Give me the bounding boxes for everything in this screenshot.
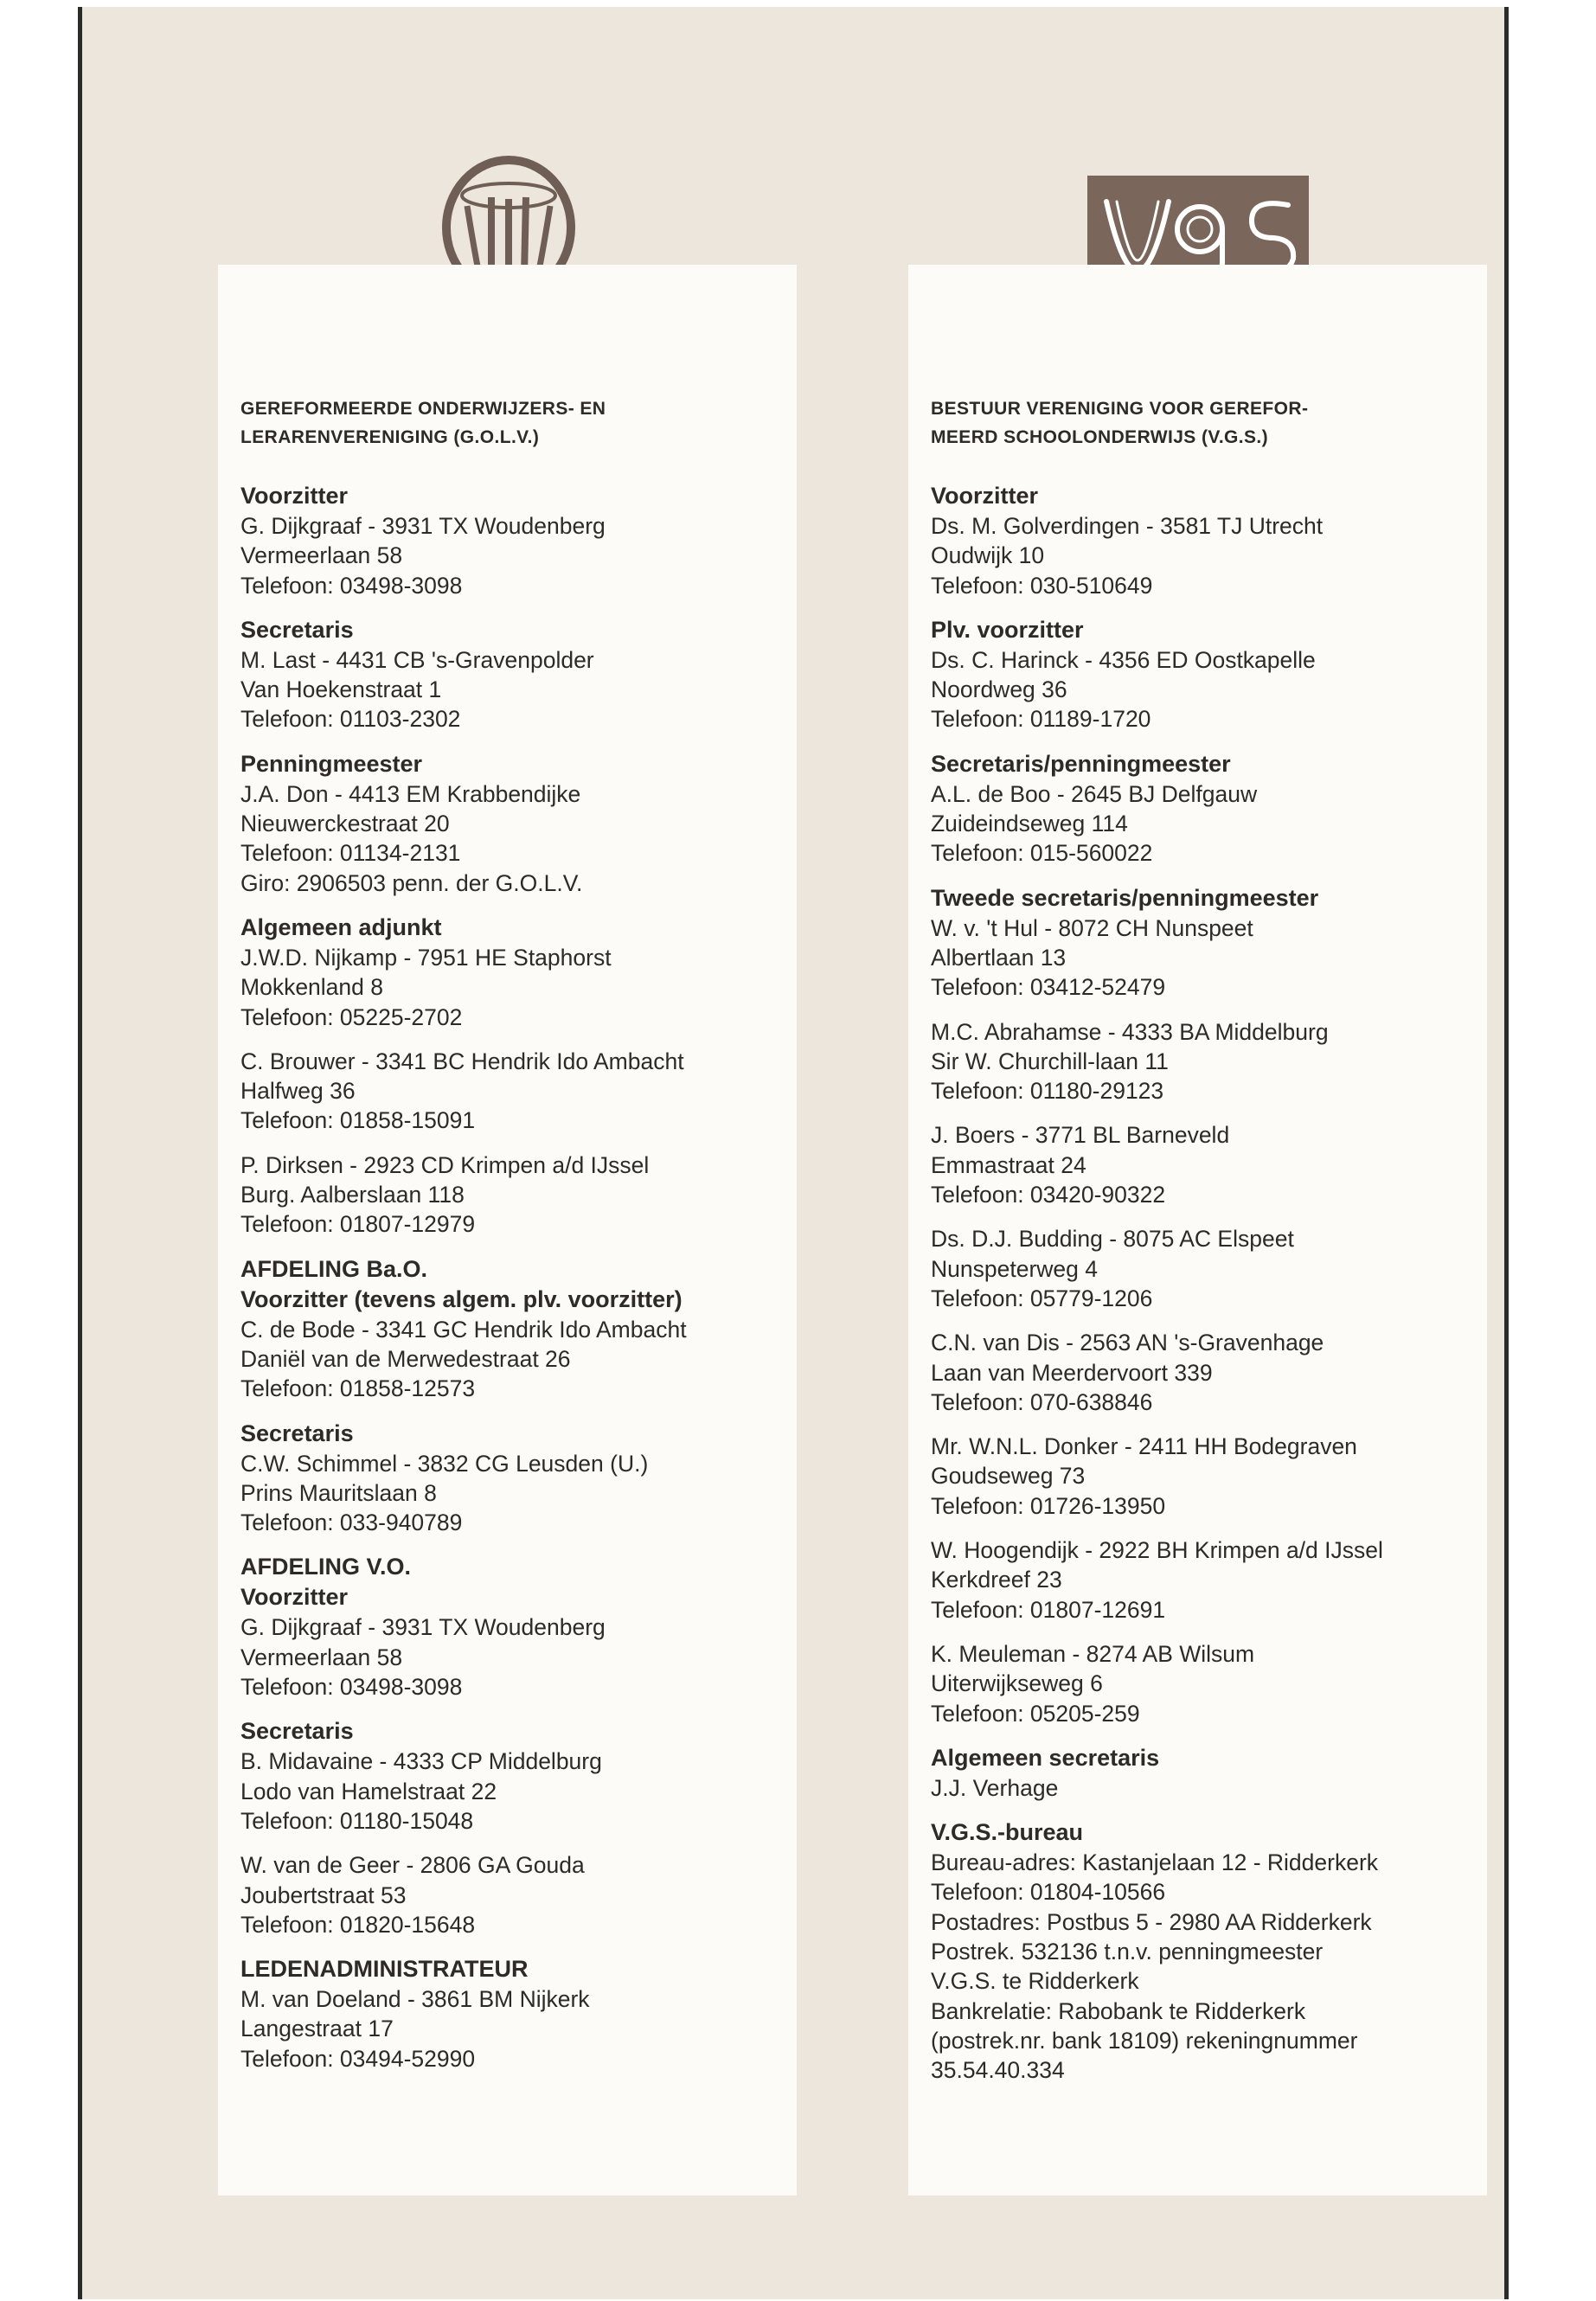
contact-block	[931, 1639, 1468, 1728]
address-line: Postadres: Postbus 5 - 2980 AA Ridderkerk	[931, 1908, 1372, 1935]
address-line: Sir W. Churchill-laan 11	[931, 1048, 1169, 1074]
address-line: Telefoon: 01103-2302	[240, 706, 461, 733]
block-heading: AFDELING Ba.O.	[240, 1255, 428, 1282]
address-line: C.N. van Dis - 2563 AN 's-Gravenhage	[931, 1330, 1324, 1356]
address-line: Halfweg 36	[240, 1078, 356, 1105]
address-line: Noordweg 36	[931, 676, 1067, 703]
address-line: J.W.D. Nijkamp - 7951 HE Staphorst	[240, 944, 612, 971]
address-line: M.C. Abrahamse - 4333 BA Middelburg	[931, 1018, 1329, 1045]
contact-block	[931, 1224, 1468, 1313]
address-line: Vermeerlaan 58	[240, 542, 403, 569]
contact-block	[240, 1552, 778, 1702]
contact-block	[240, 1954, 778, 2073]
address-line: Ds. M. Golverdingen - 3581 TJ Utrecht	[931, 513, 1324, 539]
address-line: M. van Doeland - 3861 BM Nijkerk	[240, 1986, 590, 2013]
address-line: Telefoon: 01180-29123	[931, 1078, 1164, 1105]
block-heading: Voorzitter	[931, 483, 1039, 509]
address-line: Telefoon: 05779-1206	[931, 1285, 1153, 1311]
address-line: Nunspeterweg 4	[931, 1255, 1098, 1282]
address-line: Telefoon: 01189-1720	[931, 706, 1151, 733]
address-line: Telefoon: 01134-2131	[240, 840, 461, 867]
block-heading: Secretaris/penningmeester	[931, 750, 1231, 777]
address-line: Giro: 2906503 penn. der G.O.L.V.	[240, 869, 583, 896]
address-line: M. Last - 4431 CB 's-Gravenpolder	[240, 646, 594, 673]
address-line: Telefoon: 01820-15648	[240, 1911, 476, 1938]
address-line: V.G.S. te Ridderkerk	[931, 1968, 1139, 1995]
contact-block	[240, 749, 778, 898]
address-line: Van Hoekenstraat 1	[240, 676, 442, 703]
contact-block	[931, 749, 1468, 868]
address-line: W. v. 't Hul - 8072 CH Nunspeet	[931, 914, 1253, 941]
golv-block-list	[240, 481, 778, 2073]
address-line: Postrek. 532136 t.n.v. penningmeester	[931, 1938, 1324, 1965]
address-line: Mokkenland 8	[240, 974, 383, 1001]
page-sheet	[78, 7, 1509, 2299]
address-line: Telefoon: 03494-52990	[240, 2045, 476, 2072]
address-line: Goudseweg 73	[931, 1463, 1086, 1490]
contact-block	[931, 615, 1468, 734]
contact-block	[931, 481, 1468, 600]
address-line: 35.54.40.334	[931, 2057, 1065, 2084]
block-heading: Tweede secretaris/penningmeester	[931, 884, 1319, 911]
block-heading: Voorzitter	[240, 1584, 349, 1611]
contact-block	[240, 615, 778, 734]
address-line: P. Dirksen - 2923 CD Krimpen a/d IJssel	[240, 1151, 650, 1178]
address-line: (postrek.nr. bank 18109) rekeningnummer	[931, 2027, 1358, 2054]
vgs-panel	[908, 265, 1487, 2195]
block-heading: Penningmeester	[240, 750, 423, 777]
address-line: Burg. Aalberslaan 118	[240, 1182, 465, 1208]
address-line: Telefoon: 01807-12691	[931, 1596, 1166, 1623]
contact-block	[931, 883, 1468, 1003]
block-heading: Algemeen adjunkt	[240, 913, 442, 940]
address-line: Ds. C. Harinck - 4356 ED Oostkapelle	[931, 646, 1316, 673]
address-line: Langestraat 17	[240, 2016, 394, 2042]
contact-block	[240, 1047, 778, 1136]
address-line: Telefoon: 01807-12979	[240, 1211, 476, 1238]
address-line: Telefoon: 015-560022	[931, 840, 1153, 867]
address-line: W. Hoogendijk - 2922 BH Krimpen a/d IJssel	[931, 1537, 1383, 1564]
address-line: C. de Bode - 3341 GC Hendrik Ido Ambacht	[240, 1316, 687, 1343]
address-line: Zuideindseweg 114	[931, 811, 1128, 837]
address-line: Telefoon: 01180-15048	[240, 1807, 474, 1834]
block-heading: Secretaris	[240, 616, 354, 643]
contact-block	[931, 1743, 1468, 1803]
address-line: G. Dijkgraaf - 3931 TX Woudenberg	[240, 1614, 606, 1641]
address-line: Daniël van de Merwedestraat 26	[240, 1345, 571, 1372]
block-heading: Algemeen secretaris	[931, 1744, 1160, 1771]
address-line: Telefoon: 01804-10566	[931, 1879, 1166, 1906]
address-line: C.W. Schimmel - 3832 CG Leusden (U.)	[240, 1450, 649, 1477]
address-line: Ds. D.J. Budding - 8075 AC Elspeet	[931, 1226, 1294, 1253]
vgs-org-title: BESTUUR VERENIGING VOOR GEREFOR- MEERD SCHOOLONDERWIJS (V.G.S.)	[931, 399, 1309, 447]
contact-block	[240, 1254, 778, 1404]
address-line: Kerkdreef 23	[931, 1567, 1062, 1593]
block-heading: LEDENADMINISTRATEUR	[240, 1956, 529, 1983]
address-line: Nieuwerckestraat 20	[240, 811, 450, 837]
address-line: Telefoon: 070-638846	[931, 1388, 1153, 1415]
contact-block	[931, 1328, 1468, 1417]
golv-panel	[218, 265, 797, 2195]
address-line: Telefoon: 01726-13950	[931, 1492, 1166, 1519]
address-line: Bankrelatie: Rabobank te Ridderkerk	[931, 1997, 1306, 2024]
block-heading: Voorzitter (tevens algem. plv. voorzitter)	[240, 1285, 683, 1312]
contact-block	[931, 1120, 1468, 1209]
address-line: Vermeerlaan 58	[240, 1644, 403, 1670]
address-line: Bureau-adres: Kastanjelaan 12 - Ridderkerk	[931, 1849, 1379, 1876]
contact-block	[240, 1150, 778, 1240]
address-line: C. Brouwer - 3341 BC Hendrik Ido Ambacht	[240, 1048, 684, 1074]
contact-block	[240, 913, 778, 1032]
contact-block	[931, 1817, 1468, 2085]
address-line: Telefoon: 05225-2702	[240, 1003, 463, 1030]
address-line: Telefoon: 03412-52479	[931, 974, 1166, 1001]
address-line: A.L. de Boo - 2645 BJ Delfgauw	[931, 780, 1258, 807]
address-line: Lodo van Hamelstraat 22	[240, 1778, 497, 1804]
address-line: Emmastraat 24	[931, 1151, 1086, 1178]
block-heading: V.G.S.-bureau	[931, 1819, 1084, 1846]
address-line: Albertlaan 13	[931, 944, 1067, 971]
address-line: J. Boers - 3771 BL Barneveld	[931, 1122, 1230, 1149]
address-line: Telefoon: 03498-3098	[240, 572, 463, 599]
address-line: Prins Mauritslaan 8	[240, 1479, 437, 1506]
block-heading: AFDELING V.O.	[240, 1554, 412, 1580]
address-line: Telefoon: 01858-15091	[240, 1107, 476, 1134]
address-line: K. Meuleman - 8274 AB Wilsum	[931, 1640, 1255, 1667]
address-line: Mr. W.N.L. Donker - 2411 HH Bodegraven	[931, 1433, 1357, 1460]
contact-block	[931, 1535, 1468, 1625]
address-line: J.A. Don - 4413 EM Krabbendijke	[240, 780, 581, 807]
golv-org-title: GEREFORMEERDE ONDERWIJZERS- EN LERARENVERENIGING (G.O.L.V.)	[240, 399, 606, 447]
address-line: Uiterwijkseweg 6	[931, 1670, 1103, 1697]
contact-block	[931, 1017, 1468, 1106]
contact-block	[931, 1432, 1468, 1521]
address-line: Telefoon: 03498-3098	[240, 1674, 463, 1701]
contact-block	[240, 1850, 778, 1939]
contact-block	[240, 1419, 778, 1538]
address-line: Laan van Meerdervoort 339	[931, 1359, 1213, 1386]
block-heading: Voorzitter	[240, 483, 349, 509]
address-line: Telefoon: 05205-259	[931, 1700, 1140, 1727]
address-line: G. Dijkgraaf - 3931 TX Woudenberg	[240, 513, 606, 539]
address-line: W. van de Geer - 2806 GA Gouda	[240, 1852, 585, 1879]
address-line: B. Midavaine - 4333 CP Middelburg	[240, 1748, 602, 1775]
block-heading: Secretaris	[240, 1718, 354, 1745]
address-line: Telefoon: 03420-90322	[931, 1182, 1166, 1208]
vgs-block-list	[931, 481, 1468, 2085]
block-heading: Plv. voorzitter	[931, 616, 1084, 643]
address-line: J.J. Verhage	[931, 1774, 1059, 1801]
address-line: Telefoon: 030-510649	[931, 572, 1153, 599]
address-line: Telefoon: 01858-12573	[240, 1375, 476, 1402]
contact-block	[240, 481, 778, 600]
address-line: Oudwijk 10	[931, 542, 1045, 569]
address-line: Joubertstraat 53	[240, 1881, 407, 1908]
address-line: Telefoon: 033-940789	[240, 1509, 463, 1536]
contact-block	[240, 1716, 778, 1836]
block-heading: Secretaris	[240, 1420, 354, 1446]
